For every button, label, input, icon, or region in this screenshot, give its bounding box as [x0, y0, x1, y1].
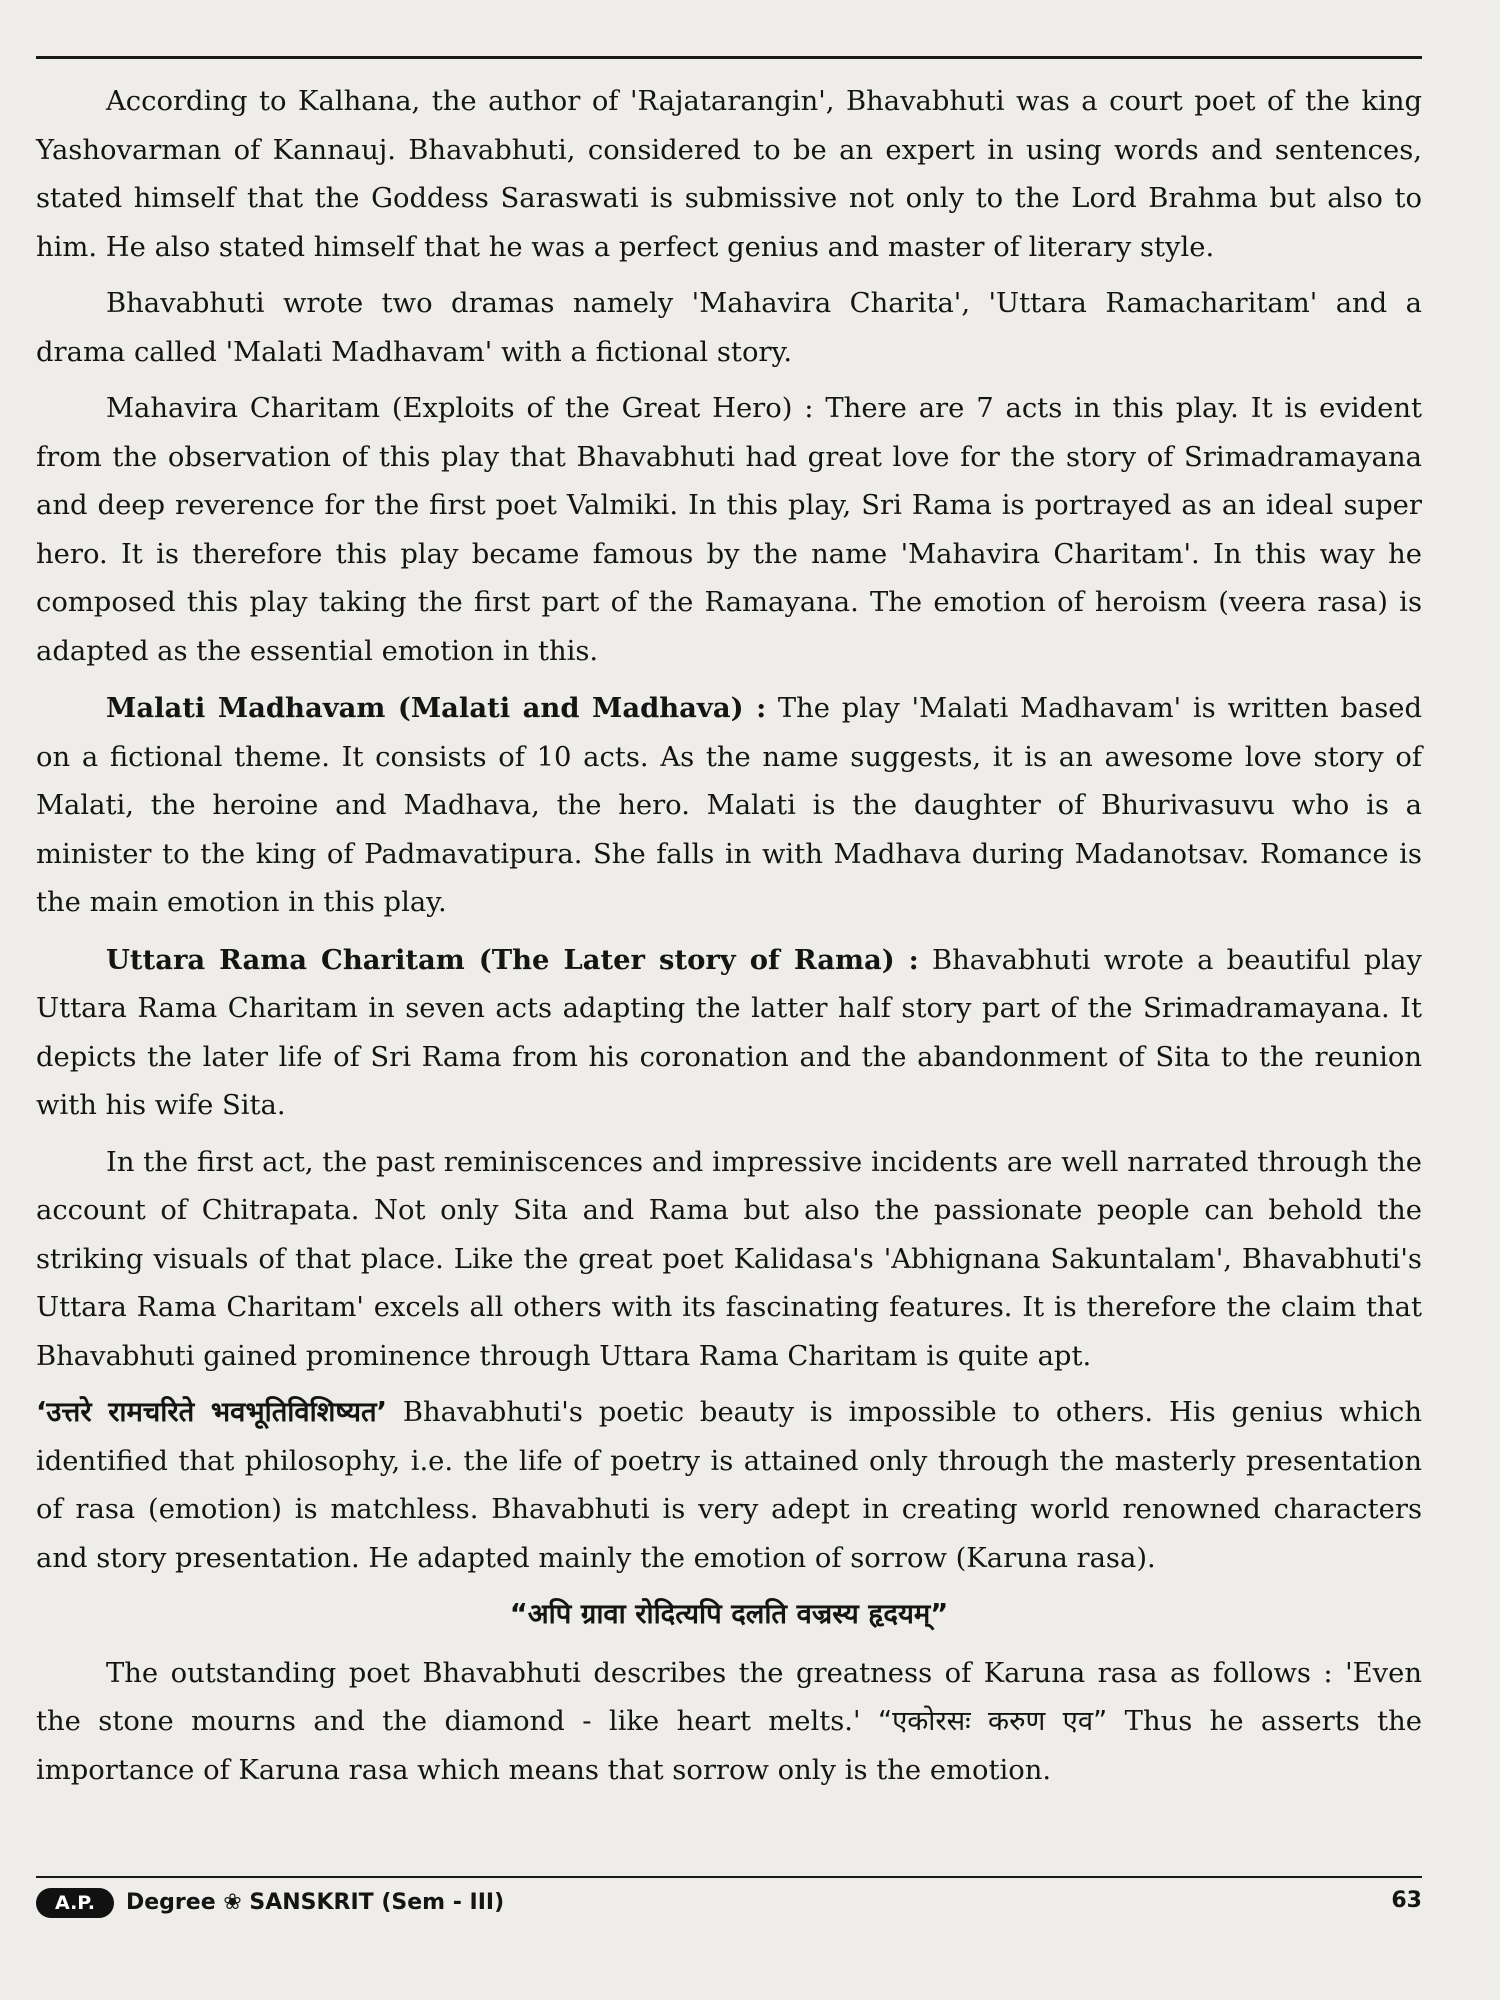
top-rule — [36, 56, 1422, 59]
paragraph-dramas: Bhavabhuti wrote two dramas namely 'Mahavira Charita', 'Uttara Ramacharitam' and a drama called 'Malati Madhavam' with a fictional story. — [36, 288, 1422, 368]
sanskrit-quote: “अपि ग्रावा रोदित्यपि दलति वज्रस्य हृदयम्” — [509, 1599, 949, 1630]
malati-heading: Malati Madhavam (Malati and Madhava) : — [106, 692, 767, 724]
sanskrit-phrase: ‘उत्तरे रामचरिते भवभूतिविशिष्यत’ — [36, 1397, 387, 1428]
paragraph-kalhana: According to Kalhana, the author of 'Rajatarangin', Bhavabhuti was a court poet of the king Yashovarman of Kannauj. Bhavabhuti, considered to be an expert in using words and sentences, stated himself that the Goddess Saraswati is submissive not only to the Lord Brahma but also to him. He also stated himself that he was a perfect genius and master of literary style. — [36, 86, 1422, 263]
paragraph-karuna — [36, 1650, 1422, 1796]
uttara-text: Bhavabhuti wrote a beautiful play Uttara Rama Charitam in seven acts adapting the latter half story part of the Srimadramayana. It depicts the later life of Sri Rama from his coronation and the abandonment of Sita to the reunion with his wife Sita. — [36, 944, 1422, 1121]
paragraph-first-act: In the first act, the past reminiscences and impressive incidents are well narrated through the account of Chitrapata. Not only Sita and Rama but also the passionate people can behold the striking visuals of that place. Like the great poet Kalidasa's 'Abhignana Sakuntalam', Bhavabhuti's Uttara Rama Charitam' excels all others with its fascinating features. It is therefore the claim that Bhavabhuti gained prominence through Uttara Rama Charitam is quite apt. — [36, 1146, 1422, 1372]
series-title: Degree ❀ SANSKRIT (Sem - III) — [126, 1890, 505, 1915]
karuna-text-b: Thus he asserts the importance of Karuna rasa which means that sorrow only is the emotion. — [36, 1706, 1423, 1786]
uttara-heading: Uttara Rama Charitam (The Later story of Rama) : — [106, 943, 919, 976]
publisher-badge: A.P. — [36, 1888, 114, 1918]
paragraph-poetic-beauty — [36, 1389, 1422, 1583]
page-body — [36, 78, 1422, 1803]
poetic-beauty-text: Bhavabhuti's poetic beauty is impossible to others. His genius which identified that philosophy, i.e. the life of poetry is attained only through the masterly presentation of rasa (emotion) is matchless. Bhavabhuti is very adept in creating world renowned characters and story presentation. He adapted mainly the emotion of sorrow (Karuna rasa). — [36, 1397, 1423, 1574]
paragraph-uttara — [36, 936, 1422, 1131]
paragraph-mahavira: Mahavira Charitam (Exploits of the Great Hero) : There are 7 acts in this play. It is evident from the observation of this play that Bhavabhuti had great love for the story of Srimadramayana and deep reverence for the first poet Valmiki. In this play, Sri Rama is portrayed as an ideal super hero. It is therefore this play became famous by the name 'Mahavira Charitam'. In this way he composed this play taking the first part of the Ramayana. The emotion of heroism (veera rasa) is adapted as the essential emotion in this. — [36, 393, 1422, 667]
malati-text: The play 'Malati Madhavam' is written based on a fictional theme. It consists of 10 acts. As the name suggests, it is an awesome love story of Malati, the heroine and Madhava, the hero. Malati is the daughter of Bhurivasuvu who is a minister to the king of Padmavatipura. She falls in with Madhava during Madanotsav. Romance is the main emotion in this play. — [36, 693, 1422, 918]
page-number: 63 — [1391, 1888, 1422, 1913]
karuna-sanskrit: “एकोरसः करुण एव” — [877, 1706, 1108, 1737]
karuna-text-a: The outstanding poet Bhavabhuti describes the greatness of Karuna rasa as follows : 'Even the stone mourns and the diamond - like heart melts.' — [36, 1657, 1422, 1737]
paragraph-malati — [36, 684, 1422, 928]
bottom-rule — [36, 1876, 1422, 1878]
page-footer — [36, 1880, 1422, 1924]
